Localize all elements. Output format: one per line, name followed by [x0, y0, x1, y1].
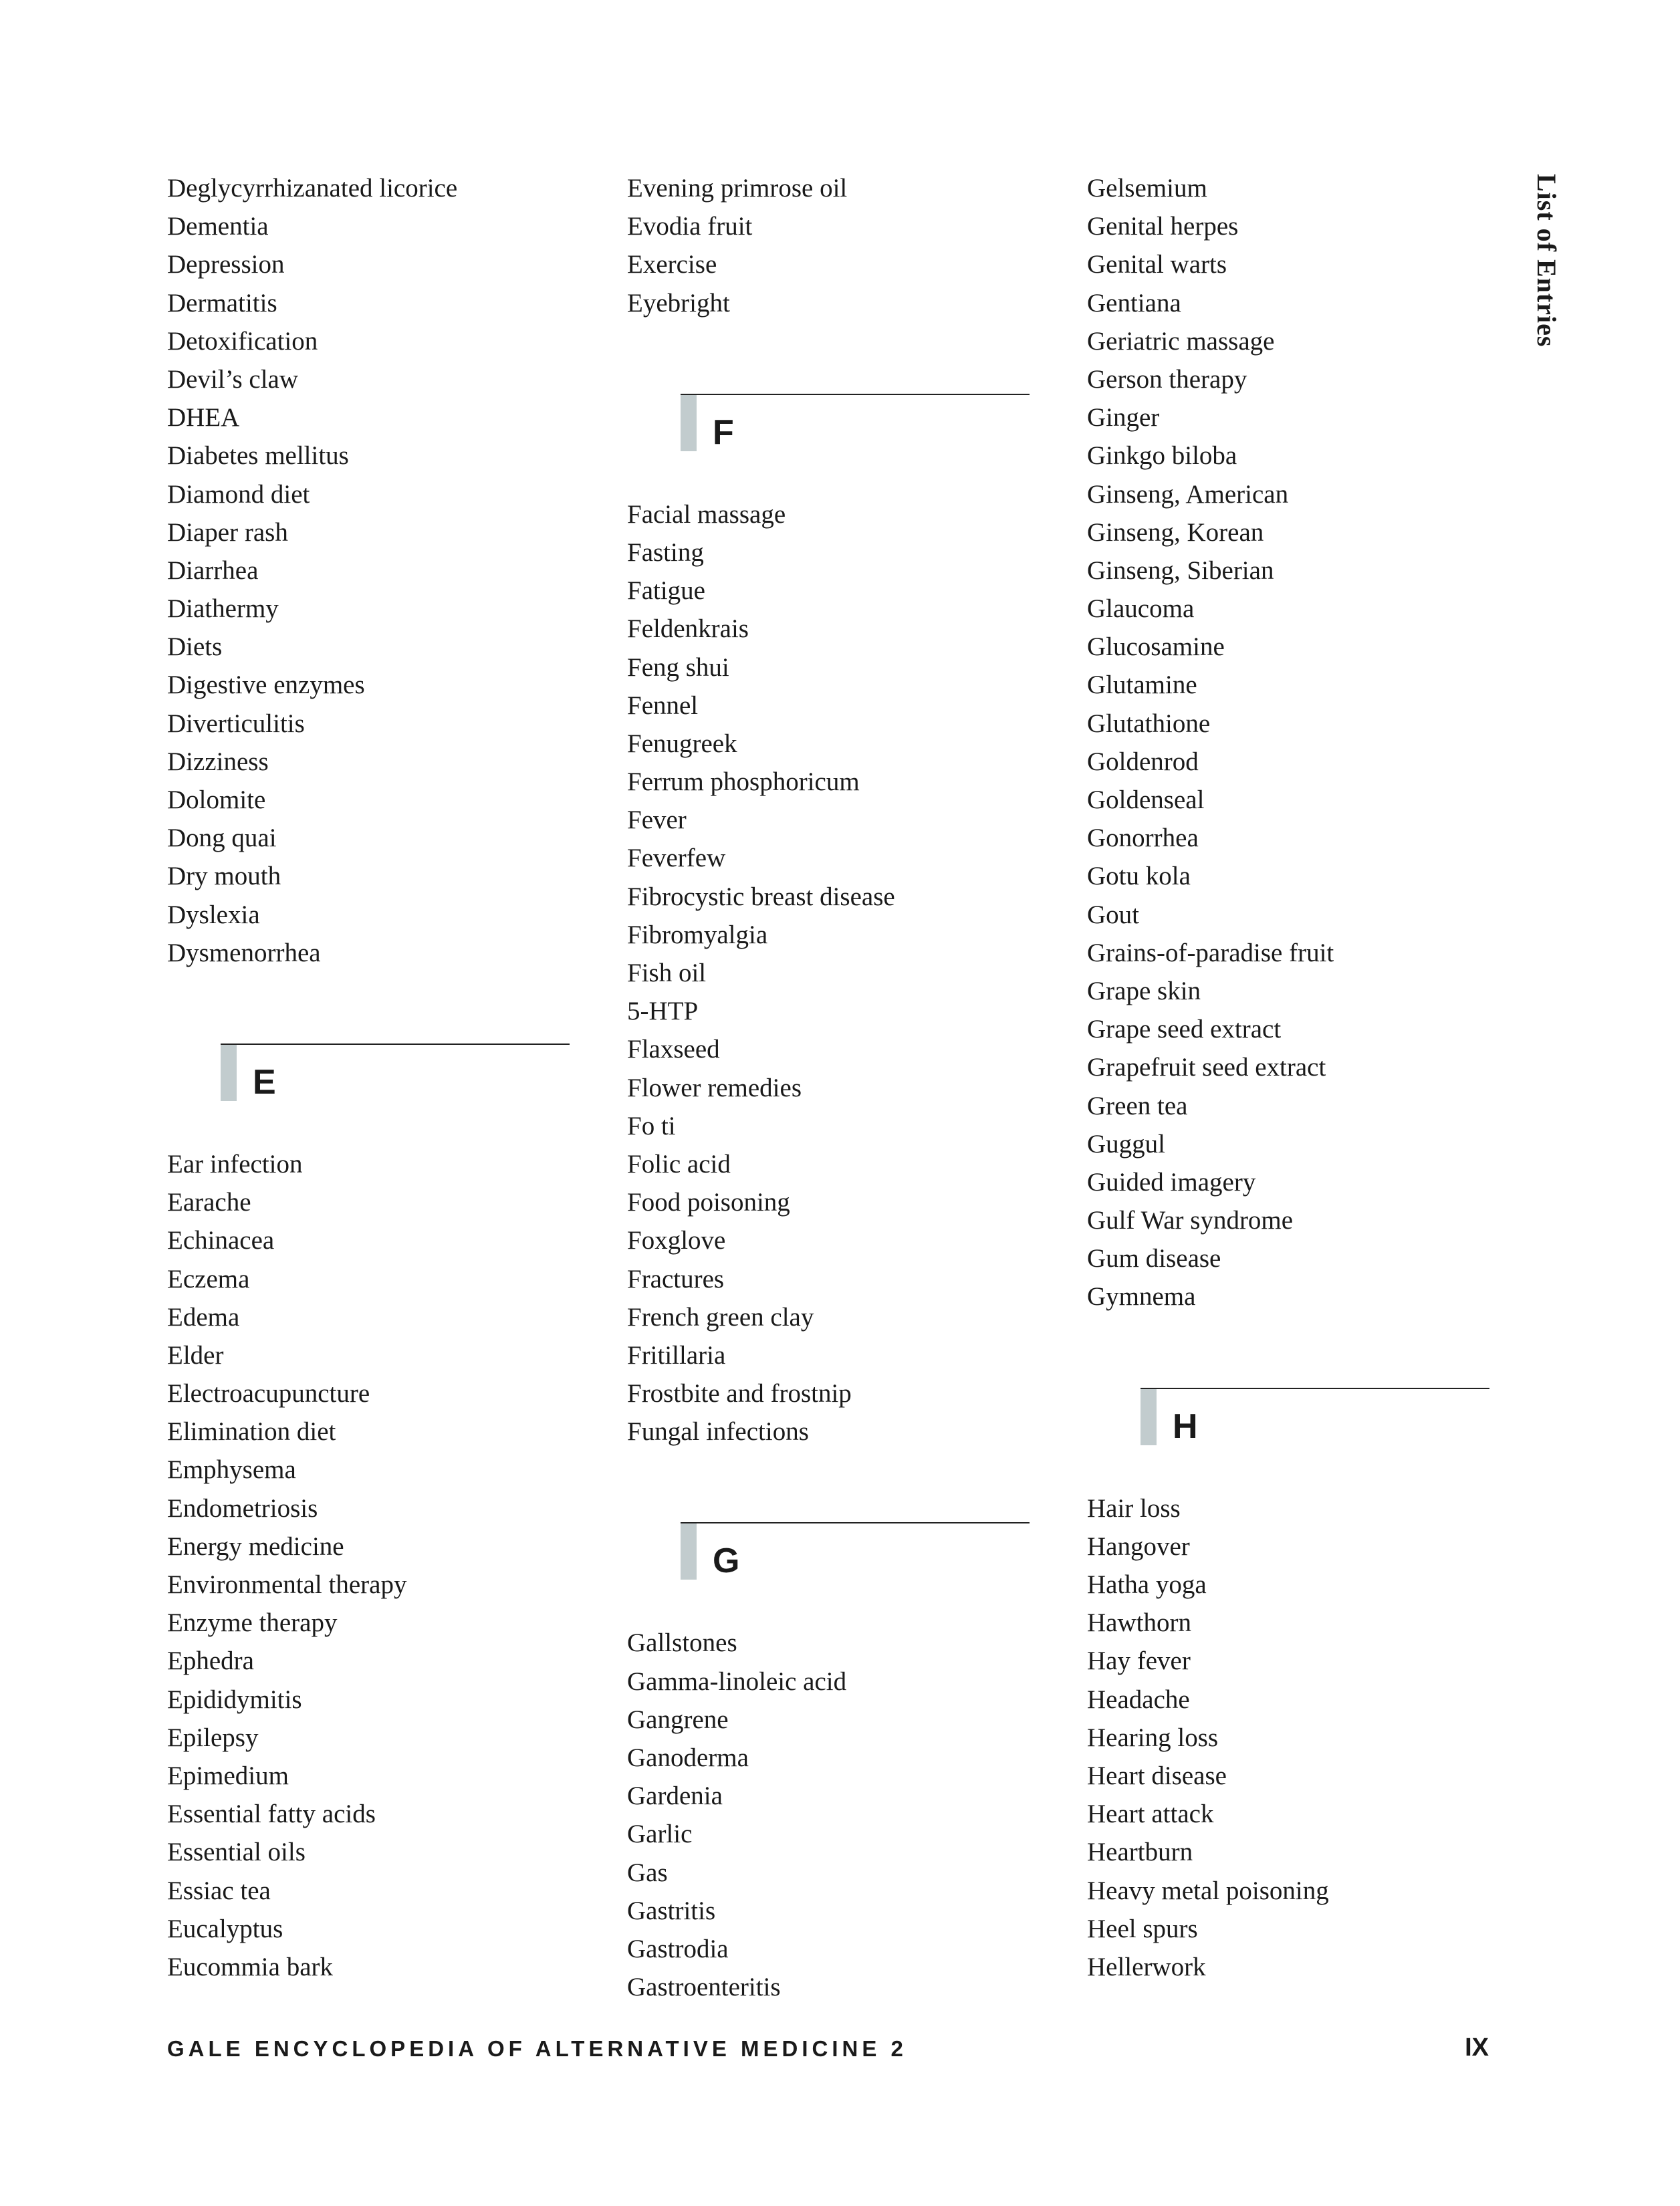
entry-item: Digestive enzymes [167, 670, 365, 700]
entry-item: Echinacea [167, 1226, 275, 1255]
entry-item: Dolomite [167, 785, 266, 814]
entry-item: Fenugreek [627, 729, 737, 758]
entry-item: Gout [1087, 900, 1139, 929]
section-letter: F [713, 412, 734, 452]
entry-item: Feldenkrais [627, 614, 749, 644]
entry-item: Fractures [627, 1264, 725, 1294]
entry-item: Fennel [627, 691, 699, 720]
section-header-e [167, 1044, 595, 1145]
entry-item: Flower remedies [627, 1073, 802, 1102]
entry-item: Fasting [627, 537, 704, 567]
section-bar [681, 1523, 697, 1580]
entry-item: Eyebright [627, 288, 730, 318]
entry-item: Ear infection [167, 1149, 303, 1179]
entry-item: Grape skin [1087, 976, 1201, 1005]
entry-item: Gelsemium [1087, 174, 1207, 203]
entry-item: Geriatric massage [1087, 326, 1275, 356]
entry-item: Ganoderma [627, 1743, 749, 1772]
entry-item: Ginger [1087, 403, 1160, 433]
entry-item: Gas [627, 1858, 668, 1887]
entry-item: Ephedra [167, 1646, 254, 1676]
section-letter: G [713, 1542, 740, 1581]
section-header-h [1087, 1388, 1515, 1489]
entry-item: Dry mouth [167, 862, 281, 891]
section-rule [221, 1044, 570, 1045]
entry-item: Fibrocystic breast disease [627, 882, 895, 911]
entry-item: Fungal infections [627, 1417, 809, 1447]
entry-item: Depression [167, 250, 285, 279]
entry-item: Diaper rash [167, 517, 288, 547]
entry-item: Garlic [627, 1820, 693, 1849]
entry-item: Eczema [167, 1264, 250, 1294]
entry-item: Folic acid [627, 1149, 731, 1179]
entry-item: Epididymitis [167, 1685, 302, 1714]
entry-item: Gardenia [627, 1782, 723, 1811]
entry-item: Energy medicine [167, 1531, 344, 1561]
section-bar [1141, 1389, 1157, 1445]
entry-item: Heart disease [1087, 1761, 1227, 1790]
entry-item: Gymnema [1087, 1282, 1196, 1312]
entry-item: Grapefruit seed extract [1087, 1053, 1326, 1082]
entry-item: Ginseng, American [1087, 479, 1289, 509]
entry-item: Deglycyrrhizanated licorice [167, 174, 458, 203]
entry-item: Genital warts [1087, 250, 1227, 279]
entry-item: Gamma-linoleic acid [627, 1667, 847, 1696]
entry-item: Frostbite and frostnip [627, 1379, 852, 1408]
entry-item: Devil’s claw [167, 364, 299, 394]
section-header-g [627, 1522, 1055, 1624]
entry-item: Heartburn [1087, 1838, 1193, 1867]
entry-item: Diathermy [167, 594, 279, 624]
entry-item: Fatigue [627, 576, 705, 606]
section-letter: H [1173, 1406, 1198, 1446]
entry-item: Dysmenorrhea [167, 938, 321, 967]
entry-item: Detoxification [167, 326, 318, 356]
column-2 [627, 169, 1055, 2006]
entry-item: Hangover [1087, 1531, 1190, 1561]
entry-item: Heel spurs [1087, 1914, 1198, 1943]
entry-item: Gulf War syndrome [1087, 1206, 1294, 1235]
section-bar [221, 1045, 237, 1101]
entry-item: Electroacupuncture [167, 1379, 370, 1408]
entry-item: Grains-of-paradise fruit [1087, 938, 1334, 967]
entry-item: Goldenrod [1087, 747, 1199, 776]
entry-item: Eucalyptus [167, 1914, 283, 1943]
entry-item: Essential fatty acids [167, 1800, 376, 1829]
entry-item: Endometriosis [167, 1493, 318, 1523]
entry-item: Evodia fruit [627, 212, 753, 241]
entry-item: Gotu kola [1087, 862, 1191, 891]
entry-item: Dong quai [167, 824, 277, 853]
entry-item: 5-HTP [627, 997, 699, 1026]
entry-item: Hatha yoga [1087, 1570, 1207, 1599]
section-letter: E [253, 1062, 276, 1102]
entry-item: Glutathione [1087, 709, 1211, 738]
entry-item: Guggul [1087, 1129, 1165, 1158]
section-header-f [627, 394, 1055, 495]
section-rule [681, 1522, 1030, 1523]
entry-item: Eucommia bark [167, 1952, 333, 1981]
entry-item: Hair loss [1087, 1493, 1181, 1523]
entry-item: Diets [167, 632, 223, 662]
entry-item: DHEA [167, 403, 240, 433]
entry-item: Dermatitis [167, 288, 277, 318]
entry-item: Enzyme therapy [167, 1608, 338, 1638]
entry-item: Elimination diet [167, 1417, 336, 1447]
entry-item: Gallstones [627, 1628, 737, 1658]
entry-item: Flaxseed [627, 1035, 720, 1064]
entry-item: Gangrene [627, 1705, 729, 1734]
entry-item: Gastritis [627, 1896, 716, 1925]
section-rule [681, 394, 1030, 395]
entry-item: Goldenseal [1087, 785, 1205, 814]
entry-item: Heart attack [1087, 1800, 1214, 1829]
entry-item: Feng shui [627, 652, 729, 682]
entry-item: Glucosamine [1087, 632, 1225, 662]
entry-item: Environmental therapy [167, 1570, 407, 1599]
entry-item: Diabetes mellitus [167, 441, 349, 471]
entry-item: Dizziness [167, 747, 269, 776]
column-3 [1087, 169, 1515, 1986]
entry-item: Fibromyalgia [627, 920, 768, 949]
page-number: IX [1465, 2034, 1489, 2062]
entry-item: Foxglove [627, 1226, 726, 1255]
entry-item: Glutamine [1087, 670, 1197, 700]
entry-item: Exercise [627, 250, 717, 279]
entry-item: Fo ti [627, 1111, 676, 1140]
entry-item: Evening primrose oil [627, 174, 848, 203]
entry-item: Hay fever [1087, 1646, 1191, 1676]
entry-item: Gastrodia [627, 1934, 729, 1963]
entry-item: Facial massage [627, 499, 786, 529]
entry-item: Fritillaria [627, 1340, 726, 1370]
entry-item: Epilepsy [167, 1723, 259, 1752]
section-rule [1141, 1388, 1489, 1389]
side-label: List of Entries [1532, 174, 1562, 348]
entry-item: Ginseng, Siberian [1087, 556, 1274, 585]
entry-item: Gonorrhea [1087, 824, 1199, 853]
entry-item: Ginkgo biloba [1087, 441, 1237, 471]
entry-item: Grape seed extract [1087, 1015, 1282, 1044]
entry-item: Gerson therapy [1087, 364, 1247, 394]
entry-item: Earache [167, 1188, 251, 1217]
entry-item: Hawthorn [1087, 1608, 1191, 1638]
entry-item: Gum disease [1087, 1244, 1221, 1273]
entry-item: Feverfew [627, 844, 726, 873]
entry-item: Guided imagery [1087, 1167, 1256, 1197]
entry-item: Essential oils [167, 1838, 306, 1867]
entry-item: Green tea [1087, 1091, 1188, 1120]
entry-item: Ginseng, Korean [1087, 517, 1264, 547]
entry-item: Ferrum phosphoricum [627, 767, 860, 797]
entry-item: Diamond diet [167, 479, 310, 509]
entry-item: Gentiana [1087, 288, 1181, 318]
entry-item: Fever [627, 806, 687, 835]
entry-item: Food poisoning [627, 1188, 790, 1217]
section-bar [681, 395, 697, 451]
column-1 [167, 169, 595, 1986]
entry-item: Edema [167, 1302, 240, 1332]
entry-item: Essiac tea [167, 1876, 271, 1905]
entry-item: Genital herpes [1087, 212, 1239, 241]
entry-item: Fish oil [627, 959, 707, 987]
entry-item: Glaucoma [1087, 594, 1195, 624]
entry-item: Diverticulitis [167, 709, 305, 738]
entry-item: Dementia [167, 212, 269, 241]
entry-item: Diarrhea [167, 556, 259, 585]
entry-item: French green clay [627, 1302, 814, 1332]
entry-item: Emphysema [167, 1455, 296, 1485]
footer-title: GALE ENCYCLOPEDIA OF ALTERNATIVE MEDICINE 2 [167, 2036, 907, 2061]
entry-item: Dyslexia [167, 900, 260, 929]
entry-item: Epimedium [167, 1761, 289, 1790]
entry-item: Heavy metal poisoning [1087, 1876, 1329, 1905]
entry-item: Headache [1087, 1685, 1190, 1714]
entry-item: Hearing loss [1087, 1723, 1219, 1752]
entry-item: Elder [167, 1340, 224, 1370]
entry-item: Hellerwork [1087, 1952, 1206, 1981]
entry-item: Gastroenteritis [627, 1973, 781, 2002]
